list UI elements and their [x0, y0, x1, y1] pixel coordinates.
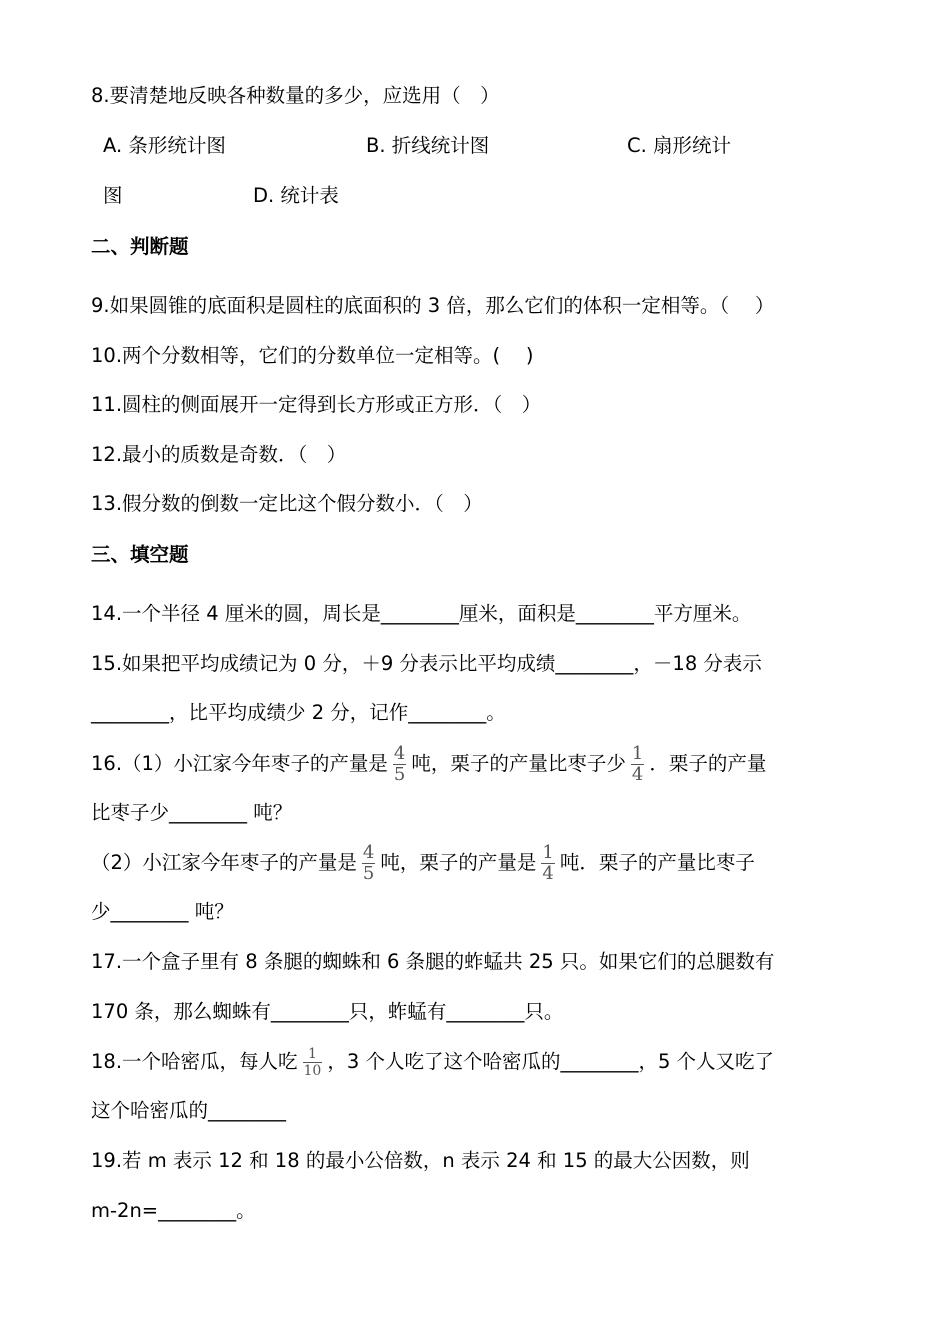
question-18-text-a: 18.一个哈密瓜，每人吃 — [91, 1050, 298, 1073]
question-16-part-2-text-c: 吨．栗子的产量比枣子 — [559, 851, 755, 874]
question-15-line-1: 15.如果把平均成绩记为 0 分，＋9 分表示比平均成绩________，－18 分表示 — [91, 652, 762, 675]
fraction-denominator: 5 — [393, 764, 406, 785]
question-9: 9.如果圆锥的底面积是圆柱的底面积的 3 倍，那么它们的体积一定相等。（ ） — [91, 294, 775, 317]
fraction-four-fifths — [393, 745, 406, 784]
fraction-one-quarter — [541, 844, 554, 883]
option-c-continued: 图 — [103, 184, 123, 207]
section-title-judgement: 二、判断题 — [91, 235, 189, 258]
question-14: 14.一个半径 4 厘米的圆，周长是________厘米，面积是________平方厘米。 — [91, 602, 752, 625]
fraction-one-quarter — [631, 745, 644, 784]
question-16-part-1-text-c: ．栗子的产量 — [649, 752, 767, 775]
fraction-numerator: 4 — [393, 743, 406, 764]
question-15-line-2: ________，比平均成绩少 2 分，记作________。 — [91, 701, 506, 724]
section-title-fill-blank: 三、填空题 — [91, 543, 189, 566]
fraction-one-tenth — [303, 1047, 323, 1078]
question-16-part-2-text-b: 吨，栗子的产量是 — [380, 851, 537, 874]
fraction-denominator: 4 — [631, 764, 644, 785]
option-b: B. 折线统计图 — [366, 134, 490, 157]
fraction-denominator: 4 — [542, 863, 554, 884]
question-17-line-2: 170 条，那么蜘蛛有________只，蚱蜢有________只。 — [91, 1000, 564, 1023]
fraction-denominator: 10 — [303, 1063, 322, 1079]
question-13: 13.假分数的倒数一定比这个假分数小．（ ） — [91, 492, 483, 515]
question-18 — [91, 1043, 774, 1081]
option-a: A. 条形统计图 — [103, 134, 226, 157]
question-12: 12.最小的质数是奇数．（ ） — [91, 443, 347, 466]
fraction-numerator: 4 — [362, 842, 375, 863]
fraction-numerator: 1 — [542, 842, 554, 863]
question-18-line-2: 这个哈密瓜的________ — [91, 1099, 287, 1122]
question-16-part-2-text-a: （2）小江家今年枣子的产量是 — [91, 851, 357, 874]
question-16-part-1-text-b: 吨，栗子的产量比枣子少 — [411, 752, 626, 775]
option-c: C. 扇形统计 — [627, 134, 732, 157]
fraction-denominator: 5 — [362, 863, 375, 884]
fraction-numerator: 1 — [307, 1046, 317, 1062]
fraction-four-fifths — [362, 844, 375, 883]
question-19-line-1: 19.若 m 表示 12 和 18 的最小公倍数，n 表示 24 和 15 的最大公因数，则 — [91, 1149, 750, 1172]
fraction-numerator: 1 — [631, 743, 644, 764]
question-11: 11.圆柱的侧面展开一定得到长方形或正方形．（ ） — [91, 393, 542, 416]
question-17-line-1: 17.一个盒子里有 8 条腿的蜘蛛和 6 条腿的蚱蜢共 25 只。如果它们的总腿数有 — [91, 950, 775, 973]
question-10: 10.两个分数相等，它们的分数单位一定相等。( ) — [91, 344, 534, 367]
question-16-part-1-line-2: 比枣子少________ 吨？ — [91, 801, 293, 824]
question-16-part-1 — [91, 744, 766, 784]
question-19-line-2: m-2n=________。 — [91, 1199, 256, 1222]
option-d: D. 统计表 — [253, 184, 339, 207]
question-16-part-2 — [91, 843, 755, 883]
question-18-text-b: ，3 个人吃了这个哈密瓜的________，5 个人又吃了 — [327, 1050, 775, 1073]
question-8-text: 8.要清楚地反映各种数量的多少，应选用（ ） — [91, 84, 500, 107]
question-16-part-1-text-a: 16.（1）小江家今年枣子的产量是 — [91, 752, 388, 775]
question-16-part-2-line-2: 少________ 吨？ — [91, 900, 234, 923]
